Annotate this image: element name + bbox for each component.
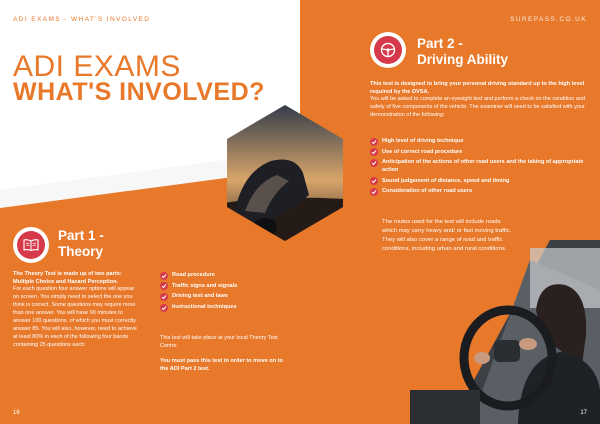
part2-routes: The routes used for the test will include roads which may carry heavy and/ or fast moving traffic. They will also cover a range of road and traffic conditions, including urban and rural conditions. <box>382 219 512 252</box>
part1-body: For each question four answer options will appear on screen. You simply need to select the one you think is correct. Some questions may require more than one answer. You will have 90 minutes to answer 100 questions, of which you must correctly answer 85. You will also, however, need to achieve at least 80% in each of the following four bands containing 25 questions each: <box>13 286 137 348</box>
list-item: Anticipation of the actions of other road users and the taking of appropriate action <box>370 159 592 174</box>
list-item: Road procedure <box>160 272 295 280</box>
car-hexagon-photo <box>225 103 345 243</box>
part1-title <box>58 228 104 259</box>
part2-title-line2: Driving Ability <box>417 51 509 67</box>
list-item: Sound judgement of distance, speed and timing <box>370 178 592 186</box>
list-item: Traffic signs and signals <box>160 283 295 291</box>
check-icon <box>160 272 168 280</box>
part2-intro-bold: This test is designed to bring your personal driving standard up to the high level required by the DVSA. <box>370 81 585 96</box>
check-icon <box>160 304 168 312</box>
part1-centre-note <box>160 335 292 373</box>
part2-badge <box>370 32 406 68</box>
part2-intro: You will be asked to complete an eyesight test and perform a check on the condition and safety of five components of the vehicle. The examiner will need to be satisfied with your demonstration of the following: <box>370 96 586 119</box>
check-icon <box>160 282 168 290</box>
part1-text <box>13 270 139 350</box>
part1-badge <box>13 227 49 263</box>
part1-checklist <box>160 272 295 315</box>
part1-centre: This test will take place at your local Theory Test Centre. <box>160 335 278 349</box>
check-icon <box>370 188 378 196</box>
page-title-line2: WHAT'S INVOLVED? <box>13 78 265 106</box>
part1-intro: The Theory Test is made up of two parts: Multiple Choice and Hazard Perception. <box>13 271 122 286</box>
check-icon <box>160 293 168 301</box>
part2-text <box>370 80 592 120</box>
list-item: Driving test and laws <box>160 293 295 301</box>
part1-title-line1: Part 1 - <box>58 228 104 243</box>
check-icon <box>370 159 378 167</box>
part1-title-line2: Theory <box>58 243 104 259</box>
check-icon <box>370 138 378 146</box>
running-header-right: SUREPASS.CO.UK <box>510 16 587 23</box>
list-item: Use of correct road procedure <box>370 149 592 157</box>
part2-title-line1: Part 2 - <box>417 36 463 51</box>
list-item: High level of driving technique <box>370 138 592 146</box>
check-icon <box>370 148 378 156</box>
page-number-left: 16 <box>13 410 20 416</box>
part2-title <box>417 36 508 67</box>
steering-wheel-icon <box>380 42 396 58</box>
part1-must-pass: You must pass this test in order to move on to the ADI Part 2 test. <box>160 357 283 373</box>
list-item: Consideration of other road users <box>370 188 592 196</box>
running-header-left: ADI EXAMS - WHAT'S INVOLVED <box>13 16 151 23</box>
part2-checklist <box>370 138 592 199</box>
page-title-line1: ADI EXAMS <box>13 50 181 83</box>
list-item: Instructional techniques <box>160 304 295 312</box>
page-number-right: 17 <box>580 410 587 416</box>
book-icon <box>23 239 39 251</box>
check-icon <box>370 177 378 185</box>
right-page <box>300 0 600 424</box>
driver-photo <box>410 240 600 424</box>
